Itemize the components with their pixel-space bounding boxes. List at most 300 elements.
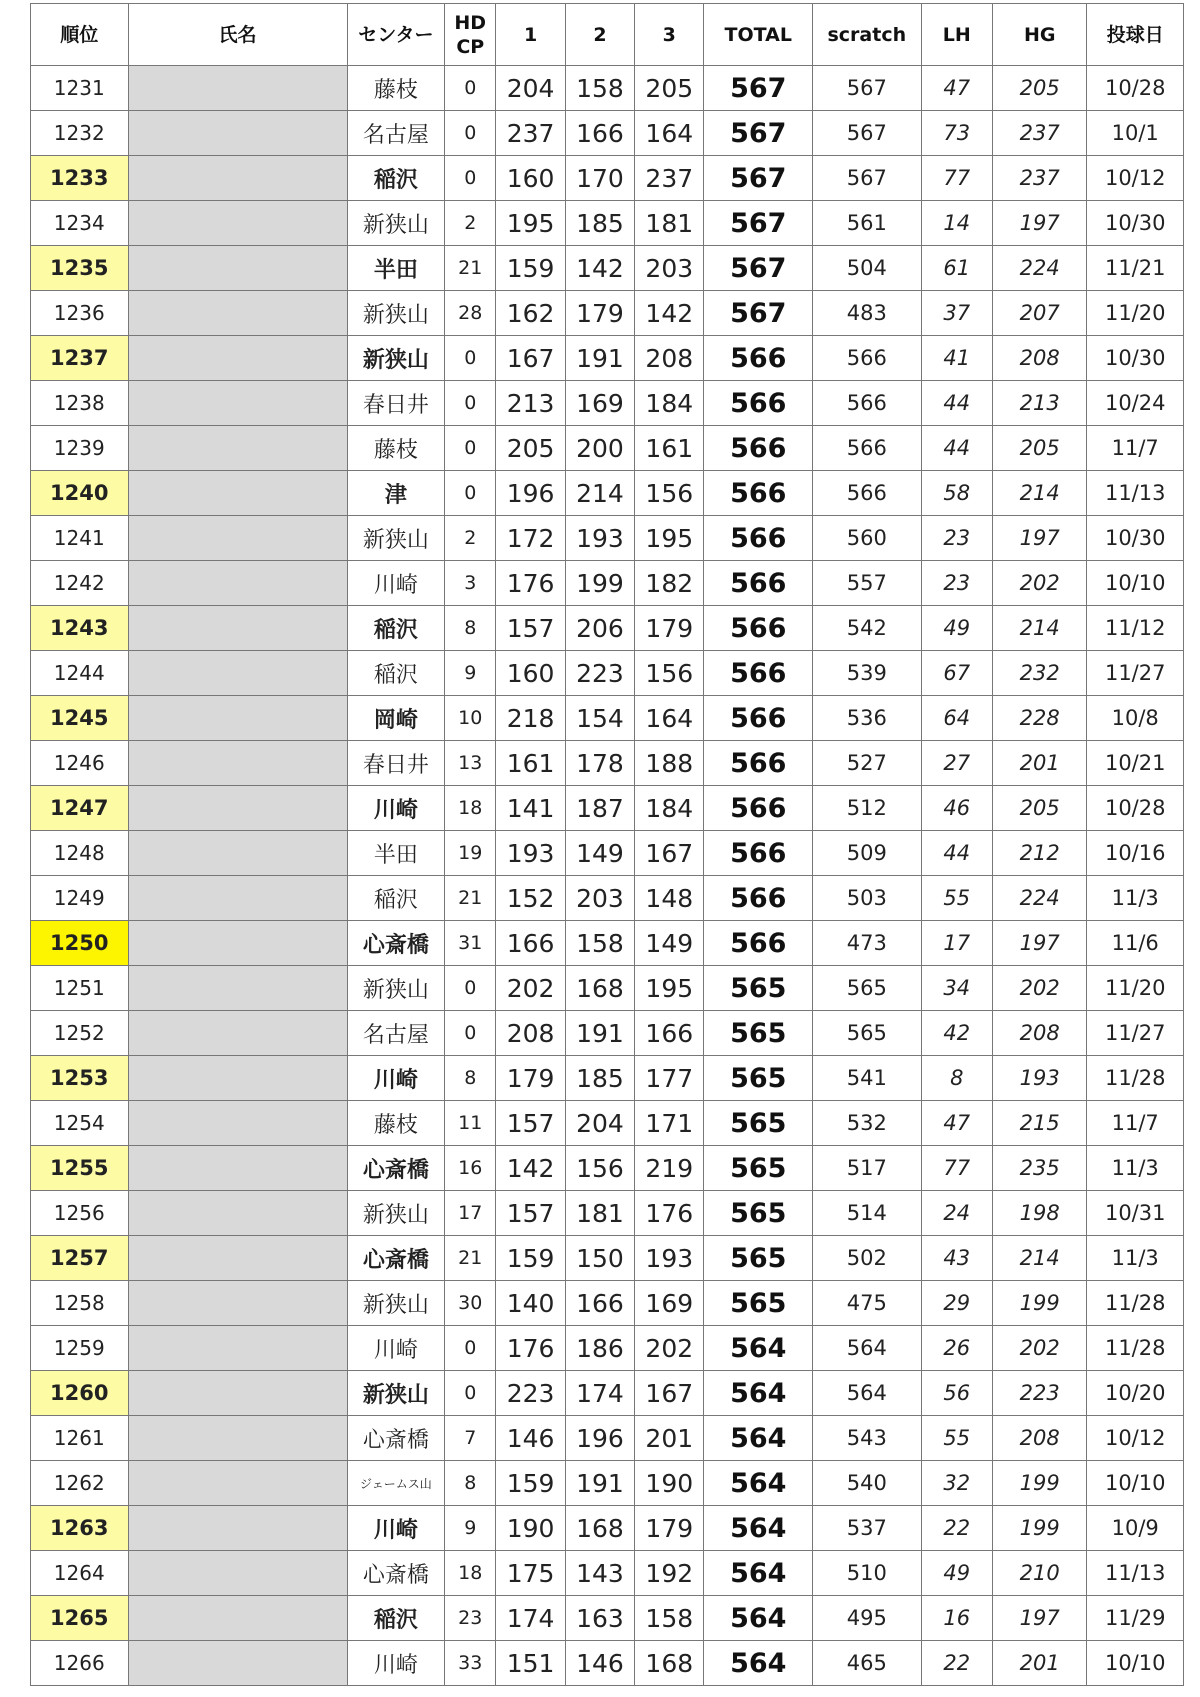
date-cell: 10/30 bbox=[1087, 516, 1184, 561]
total-cell: 566 bbox=[704, 651, 813, 696]
total-cell: 566 bbox=[704, 471, 813, 516]
name-cell-masked bbox=[128, 1371, 347, 1416]
scratch-cell: 565 bbox=[813, 966, 922, 1011]
rank-cell: 1237 bbox=[31, 336, 129, 381]
scratch-cell: 567 bbox=[813, 156, 922, 201]
table-row bbox=[31, 1641, 1184, 1686]
hg-cell: 214 bbox=[992, 1236, 1086, 1281]
date-cell: 10/28 bbox=[1087, 786, 1184, 831]
date-cell: 11/13 bbox=[1087, 1551, 1184, 1596]
game2-cell: 169 bbox=[565, 381, 634, 426]
scratch-cell: 503 bbox=[813, 876, 922, 921]
total-cell: 565 bbox=[704, 1281, 813, 1326]
col-header-hdcp bbox=[445, 4, 496, 66]
rank-cell: 1236 bbox=[31, 291, 129, 336]
name-cell-masked bbox=[128, 1551, 347, 1596]
total-cell: 566 bbox=[704, 921, 813, 966]
name-cell-masked bbox=[128, 786, 347, 831]
game3-cell: 179 bbox=[635, 1506, 704, 1551]
rank-cell: 1247 bbox=[31, 786, 129, 831]
center-cell: 新狭山 bbox=[347, 966, 445, 1011]
game3-cell: 202 bbox=[635, 1326, 704, 1371]
rank-cell: 1241 bbox=[31, 516, 129, 561]
table-row bbox=[31, 606, 1184, 651]
game1-cell: 176 bbox=[496, 561, 565, 606]
game2-cell: 187 bbox=[565, 786, 634, 831]
lh-cell: 23 bbox=[921, 561, 992, 606]
game2-cell: 156 bbox=[565, 1146, 634, 1191]
scratch-cell: 541 bbox=[813, 1056, 922, 1101]
rank-cell: 1260 bbox=[31, 1371, 129, 1416]
game3-cell: 188 bbox=[635, 741, 704, 786]
lh-cell: 22 bbox=[921, 1641, 992, 1686]
name-cell-masked bbox=[128, 66, 347, 111]
col-header-total: TOTAL bbox=[704, 4, 813, 66]
rank-cell: 1254 bbox=[31, 1101, 129, 1146]
lh-cell: 73 bbox=[921, 111, 992, 156]
center-cell: 半田 bbox=[347, 246, 445, 291]
lh-cell: 27 bbox=[921, 741, 992, 786]
name-cell-masked bbox=[128, 1281, 347, 1326]
lh-cell: 55 bbox=[921, 876, 992, 921]
rank-cell: 1257 bbox=[31, 1236, 129, 1281]
center-cell: 新狭山 bbox=[347, 201, 445, 246]
table-body bbox=[31, 66, 1184, 1686]
game1-cell: 237 bbox=[496, 111, 565, 156]
game3-cell: 169 bbox=[635, 1281, 704, 1326]
date-cell: 11/28 bbox=[1087, 1326, 1184, 1371]
hdcp-cell: 0 bbox=[445, 426, 496, 471]
game1-cell: 218 bbox=[496, 696, 565, 741]
total-cell: 566 bbox=[704, 381, 813, 426]
lh-cell: 22 bbox=[921, 1506, 992, 1551]
hg-cell: 193 bbox=[992, 1056, 1086, 1101]
game2-cell: 223 bbox=[565, 651, 634, 696]
hdcp-cell: 13 bbox=[445, 741, 496, 786]
game2-cell: 186 bbox=[565, 1326, 634, 1371]
hg-cell: 215 bbox=[992, 1101, 1086, 1146]
hg-cell: 224 bbox=[992, 246, 1086, 291]
date-cell: 11/29 bbox=[1087, 1596, 1184, 1641]
hdcp-cell: 0 bbox=[445, 336, 496, 381]
hdcp-cell: 31 bbox=[445, 921, 496, 966]
table-row bbox=[31, 336, 1184, 381]
table-row bbox=[31, 471, 1184, 516]
table-row bbox=[31, 741, 1184, 786]
total-cell: 565 bbox=[704, 1056, 813, 1101]
game1-cell: 196 bbox=[496, 471, 565, 516]
game1-cell: 152 bbox=[496, 876, 565, 921]
table-row bbox=[31, 291, 1184, 336]
table-row bbox=[31, 831, 1184, 876]
table-row bbox=[31, 1146, 1184, 1191]
scratch-cell: 542 bbox=[813, 606, 922, 651]
center-cell: 春日井 bbox=[347, 381, 445, 426]
date-cell: 10/30 bbox=[1087, 336, 1184, 381]
game2-cell: 166 bbox=[565, 111, 634, 156]
name-cell-masked bbox=[128, 966, 347, 1011]
game1-cell: 162 bbox=[496, 291, 565, 336]
game1-cell: 190 bbox=[496, 1506, 565, 1551]
hdcp-cell: 0 bbox=[445, 966, 496, 1011]
lh-cell: 46 bbox=[921, 786, 992, 831]
date-cell: 11/12 bbox=[1087, 606, 1184, 651]
game2-cell: 185 bbox=[565, 201, 634, 246]
center-cell: 春日井 bbox=[347, 741, 445, 786]
game2-cell: 158 bbox=[565, 921, 634, 966]
hg-cell: 228 bbox=[992, 696, 1086, 741]
game3-cell: 181 bbox=[635, 201, 704, 246]
lh-cell: 58 bbox=[921, 471, 992, 516]
game2-cell: 143 bbox=[565, 1551, 634, 1596]
col-header-lh: LH bbox=[921, 4, 992, 66]
total-cell: 564 bbox=[704, 1326, 813, 1371]
name-cell-masked bbox=[128, 336, 347, 381]
total-cell: 567 bbox=[704, 156, 813, 201]
hg-cell: 208 bbox=[992, 336, 1086, 381]
total-cell: 564 bbox=[704, 1551, 813, 1596]
name-cell-masked bbox=[128, 1146, 347, 1191]
game3-cell: 164 bbox=[635, 111, 704, 156]
table-row bbox=[31, 651, 1184, 696]
col-header-game3: 3 bbox=[635, 4, 704, 66]
game1-cell: 157 bbox=[496, 1101, 565, 1146]
scratch-cell: 517 bbox=[813, 1146, 922, 1191]
rank-cell: 1244 bbox=[31, 651, 129, 696]
hg-cell: 197 bbox=[992, 1596, 1086, 1641]
total-cell: 566 bbox=[704, 741, 813, 786]
game1-cell: 204 bbox=[496, 66, 565, 111]
center-cell: 新狭山 bbox=[347, 1371, 445, 1416]
game3-cell: 176 bbox=[635, 1191, 704, 1236]
total-cell: 567 bbox=[704, 66, 813, 111]
name-cell-masked bbox=[128, 1326, 347, 1371]
col-header-rank: 順位 bbox=[31, 4, 129, 66]
hdcp-cell: 21 bbox=[445, 246, 496, 291]
table-row bbox=[31, 516, 1184, 561]
hdcp-cell: 17 bbox=[445, 1191, 496, 1236]
col-header-name: 氏名 bbox=[128, 4, 347, 66]
date-cell: 10/28 bbox=[1087, 66, 1184, 111]
lh-cell: 44 bbox=[921, 831, 992, 876]
game2-cell: 170 bbox=[565, 156, 634, 201]
hdcp-cell: 9 bbox=[445, 1506, 496, 1551]
table-row bbox=[31, 696, 1184, 741]
game3-cell: 182 bbox=[635, 561, 704, 606]
table-row bbox=[31, 111, 1184, 156]
game2-cell: 214 bbox=[565, 471, 634, 516]
center-cell: 藤枝 bbox=[347, 66, 445, 111]
rank-cell: 1240 bbox=[31, 471, 129, 516]
rank-cell: 1258 bbox=[31, 1281, 129, 1326]
hdcp-cell: 10 bbox=[445, 696, 496, 741]
table-row bbox=[31, 426, 1184, 471]
name-cell-masked bbox=[128, 1191, 347, 1236]
total-cell: 565 bbox=[704, 1146, 813, 1191]
lh-cell: 55 bbox=[921, 1416, 992, 1461]
center-cell: ジェームス山 bbox=[347, 1461, 445, 1506]
game1-cell: 151 bbox=[496, 1641, 565, 1686]
game2-cell: 154 bbox=[565, 696, 634, 741]
lh-cell: 49 bbox=[921, 606, 992, 651]
center-cell: 心斎橋 bbox=[347, 921, 445, 966]
rank-cell: 1255 bbox=[31, 1146, 129, 1191]
lh-cell: 8 bbox=[921, 1056, 992, 1101]
scratch-cell: 483 bbox=[813, 291, 922, 336]
game1-cell: 205 bbox=[496, 426, 565, 471]
total-cell: 564 bbox=[704, 1461, 813, 1506]
scratch-cell: 540 bbox=[813, 1461, 922, 1506]
scratch-cell: 512 bbox=[813, 786, 922, 831]
rank-cell: 1245 bbox=[31, 696, 129, 741]
lh-cell: 17 bbox=[921, 921, 992, 966]
hg-cell: 235 bbox=[992, 1146, 1086, 1191]
lh-cell: 67 bbox=[921, 651, 992, 696]
scratch-cell: 567 bbox=[813, 66, 922, 111]
game3-cell: 190 bbox=[635, 1461, 704, 1506]
game1-cell: 166 bbox=[496, 921, 565, 966]
rank-cell: 1232 bbox=[31, 111, 129, 156]
rank-cell: 1262 bbox=[31, 1461, 129, 1506]
hdcp-cell: 0 bbox=[445, 1371, 496, 1416]
scratch-cell: 532 bbox=[813, 1101, 922, 1146]
table-row bbox=[31, 1281, 1184, 1326]
hdcp-cell: 0 bbox=[445, 156, 496, 201]
total-cell: 564 bbox=[704, 1596, 813, 1641]
scratch-cell: 560 bbox=[813, 516, 922, 561]
hdcp-cell: 33 bbox=[445, 1641, 496, 1686]
rank-cell: 1249 bbox=[31, 876, 129, 921]
name-cell-masked bbox=[128, 561, 347, 606]
center-cell: 川崎 bbox=[347, 1641, 445, 1686]
table-row bbox=[31, 246, 1184, 291]
game3-cell: 158 bbox=[635, 1596, 704, 1641]
lh-cell: 49 bbox=[921, 1551, 992, 1596]
game3-cell: 148 bbox=[635, 876, 704, 921]
game3-cell: 179 bbox=[635, 606, 704, 651]
game2-cell: 150 bbox=[565, 1236, 634, 1281]
game1-cell: 161 bbox=[496, 741, 565, 786]
table-row bbox=[31, 1191, 1184, 1236]
rank-cell: 1238 bbox=[31, 381, 129, 426]
game1-cell: 202 bbox=[496, 966, 565, 1011]
hdcp-cell: 18 bbox=[445, 786, 496, 831]
date-cell: 11/27 bbox=[1087, 1011, 1184, 1056]
rank-cell: 1231 bbox=[31, 66, 129, 111]
name-cell-masked bbox=[128, 741, 347, 786]
rank-cell: 1248 bbox=[31, 831, 129, 876]
game1-cell: 172 bbox=[496, 516, 565, 561]
rank-cell: 1233 bbox=[31, 156, 129, 201]
name-cell-masked bbox=[128, 1641, 347, 1686]
scratch-cell: 566 bbox=[813, 381, 922, 426]
center-cell: 稲沢 bbox=[347, 651, 445, 696]
rank-cell: 1259 bbox=[31, 1326, 129, 1371]
name-cell-masked bbox=[128, 1596, 347, 1641]
date-cell: 11/28 bbox=[1087, 1281, 1184, 1326]
hg-cell: 197 bbox=[992, 516, 1086, 561]
rank-cell: 1235 bbox=[31, 246, 129, 291]
table-row bbox=[31, 156, 1184, 201]
hg-cell: 202 bbox=[992, 1326, 1086, 1371]
lh-cell: 47 bbox=[921, 1101, 992, 1146]
name-cell-masked bbox=[128, 1461, 347, 1506]
table-row bbox=[31, 921, 1184, 966]
table-row bbox=[31, 561, 1184, 606]
center-cell: 川崎 bbox=[347, 1326, 445, 1371]
hdcp-cell: 3 bbox=[445, 561, 496, 606]
hg-cell: 224 bbox=[992, 876, 1086, 921]
name-cell-masked bbox=[128, 1416, 347, 1461]
center-cell: 心斎橋 bbox=[347, 1236, 445, 1281]
hg-cell: 205 bbox=[992, 786, 1086, 831]
hg-cell: 207 bbox=[992, 291, 1086, 336]
game3-cell: 193 bbox=[635, 1236, 704, 1281]
total-cell: 566 bbox=[704, 606, 813, 651]
lh-cell: 47 bbox=[921, 66, 992, 111]
center-cell: 新狭山 bbox=[347, 336, 445, 381]
hdcp-cell: 0 bbox=[445, 111, 496, 156]
date-cell: 10/9 bbox=[1087, 1506, 1184, 1551]
scratch-cell: 475 bbox=[813, 1281, 922, 1326]
game1-cell: 176 bbox=[496, 1326, 565, 1371]
name-cell-masked bbox=[128, 876, 347, 921]
game3-cell: 166 bbox=[635, 1011, 704, 1056]
rank-cell: 1264 bbox=[31, 1551, 129, 1596]
name-cell-masked bbox=[128, 1236, 347, 1281]
game3-cell: 164 bbox=[635, 696, 704, 741]
scratch-cell: 539 bbox=[813, 651, 922, 696]
date-cell: 11/3 bbox=[1087, 1146, 1184, 1191]
date-cell: 11/13 bbox=[1087, 471, 1184, 516]
game3-cell: 167 bbox=[635, 1371, 704, 1416]
table-row bbox=[31, 1371, 1184, 1416]
date-cell: 10/8 bbox=[1087, 696, 1184, 741]
name-cell-masked bbox=[128, 246, 347, 291]
date-cell: 11/3 bbox=[1087, 1236, 1184, 1281]
col-header-hg: HG bbox=[992, 4, 1086, 66]
lh-cell: 24 bbox=[921, 1191, 992, 1236]
game2-cell: 168 bbox=[565, 966, 634, 1011]
center-cell: 稲沢 bbox=[347, 606, 445, 651]
game1-cell: 146 bbox=[496, 1416, 565, 1461]
hdcp-cell: 9 bbox=[445, 651, 496, 696]
game2-cell: 168 bbox=[565, 1506, 634, 1551]
scratch-cell: 465 bbox=[813, 1641, 922, 1686]
total-cell: 567 bbox=[704, 111, 813, 156]
table-row bbox=[31, 1416, 1184, 1461]
hg-cell: 202 bbox=[992, 561, 1086, 606]
lh-cell: 16 bbox=[921, 1596, 992, 1641]
hdcp-cell: 19 bbox=[445, 831, 496, 876]
name-cell-masked bbox=[128, 606, 347, 651]
table-row bbox=[31, 381, 1184, 426]
date-cell: 10/12 bbox=[1087, 156, 1184, 201]
lh-cell: 44 bbox=[921, 381, 992, 426]
game3-cell: 192 bbox=[635, 1551, 704, 1596]
center-cell: 心斎橋 bbox=[347, 1146, 445, 1191]
total-cell: 567 bbox=[704, 246, 813, 291]
name-cell-masked bbox=[128, 651, 347, 696]
total-cell: 565 bbox=[704, 1191, 813, 1236]
total-cell: 566 bbox=[704, 876, 813, 921]
total-cell: 565 bbox=[704, 1236, 813, 1281]
table-row bbox=[31, 876, 1184, 921]
game1-cell: 213 bbox=[496, 381, 565, 426]
game2-cell: 142 bbox=[565, 246, 634, 291]
date-cell: 10/31 bbox=[1087, 1191, 1184, 1236]
name-cell-masked bbox=[128, 156, 347, 201]
hg-cell: 208 bbox=[992, 1416, 1086, 1461]
lh-cell: 42 bbox=[921, 1011, 992, 1056]
lh-cell: 14 bbox=[921, 201, 992, 246]
game1-cell: 223 bbox=[496, 1371, 565, 1416]
lh-cell: 41 bbox=[921, 336, 992, 381]
game3-cell: 195 bbox=[635, 516, 704, 561]
hg-cell: 201 bbox=[992, 1641, 1086, 1686]
game2-cell: 196 bbox=[565, 1416, 634, 1461]
lh-cell: 29 bbox=[921, 1281, 992, 1326]
date-cell: 10/12 bbox=[1087, 1416, 1184, 1461]
game2-cell: 191 bbox=[565, 1461, 634, 1506]
game1-cell: 141 bbox=[496, 786, 565, 831]
hg-cell: 199 bbox=[992, 1281, 1086, 1326]
hg-cell: 205 bbox=[992, 66, 1086, 111]
total-cell: 565 bbox=[704, 1101, 813, 1146]
hdcp-cell: 0 bbox=[445, 1326, 496, 1371]
center-cell: 川崎 bbox=[347, 561, 445, 606]
game3-cell: 142 bbox=[635, 291, 704, 336]
lh-cell: 34 bbox=[921, 966, 992, 1011]
table-row bbox=[31, 1236, 1184, 1281]
lh-cell: 32 bbox=[921, 1461, 992, 1506]
total-cell: 566 bbox=[704, 516, 813, 561]
date-cell: 10/30 bbox=[1087, 201, 1184, 246]
date-cell: 10/10 bbox=[1087, 1461, 1184, 1506]
rank-cell: 1265 bbox=[31, 1596, 129, 1641]
name-cell-masked bbox=[128, 426, 347, 471]
rank-cell: 1242 bbox=[31, 561, 129, 606]
game3-cell: 184 bbox=[635, 381, 704, 426]
game1-cell: 160 bbox=[496, 156, 565, 201]
rank-cell: 1256 bbox=[31, 1191, 129, 1236]
scratch-cell: 502 bbox=[813, 1236, 922, 1281]
total-cell: 566 bbox=[704, 831, 813, 876]
rank-cell: 1250 bbox=[31, 921, 129, 966]
scratch-cell: 537 bbox=[813, 1506, 922, 1551]
game2-cell: 191 bbox=[565, 1011, 634, 1056]
game1-cell: 159 bbox=[496, 246, 565, 291]
total-cell: 565 bbox=[704, 1011, 813, 1056]
hg-cell: 202 bbox=[992, 966, 1086, 1011]
center-cell: 新狭山 bbox=[347, 1191, 445, 1236]
hdcp-cell: 0 bbox=[445, 66, 496, 111]
scratch-cell: 561 bbox=[813, 201, 922, 246]
hdcp-cell: 30 bbox=[445, 1281, 496, 1326]
game3-cell: 167 bbox=[635, 831, 704, 876]
date-cell: 10/1 bbox=[1087, 111, 1184, 156]
center-cell: 稲沢 bbox=[347, 1596, 445, 1641]
hdcp-cell: 8 bbox=[445, 1056, 496, 1101]
table-row bbox=[31, 66, 1184, 111]
game2-cell: 199 bbox=[565, 561, 634, 606]
rank-cell: 1253 bbox=[31, 1056, 129, 1101]
center-cell: 岡崎 bbox=[347, 696, 445, 741]
total-cell: 564 bbox=[704, 1641, 813, 1686]
name-cell-masked bbox=[128, 1056, 347, 1101]
game3-cell: 205 bbox=[635, 66, 704, 111]
total-cell: 566 bbox=[704, 426, 813, 471]
